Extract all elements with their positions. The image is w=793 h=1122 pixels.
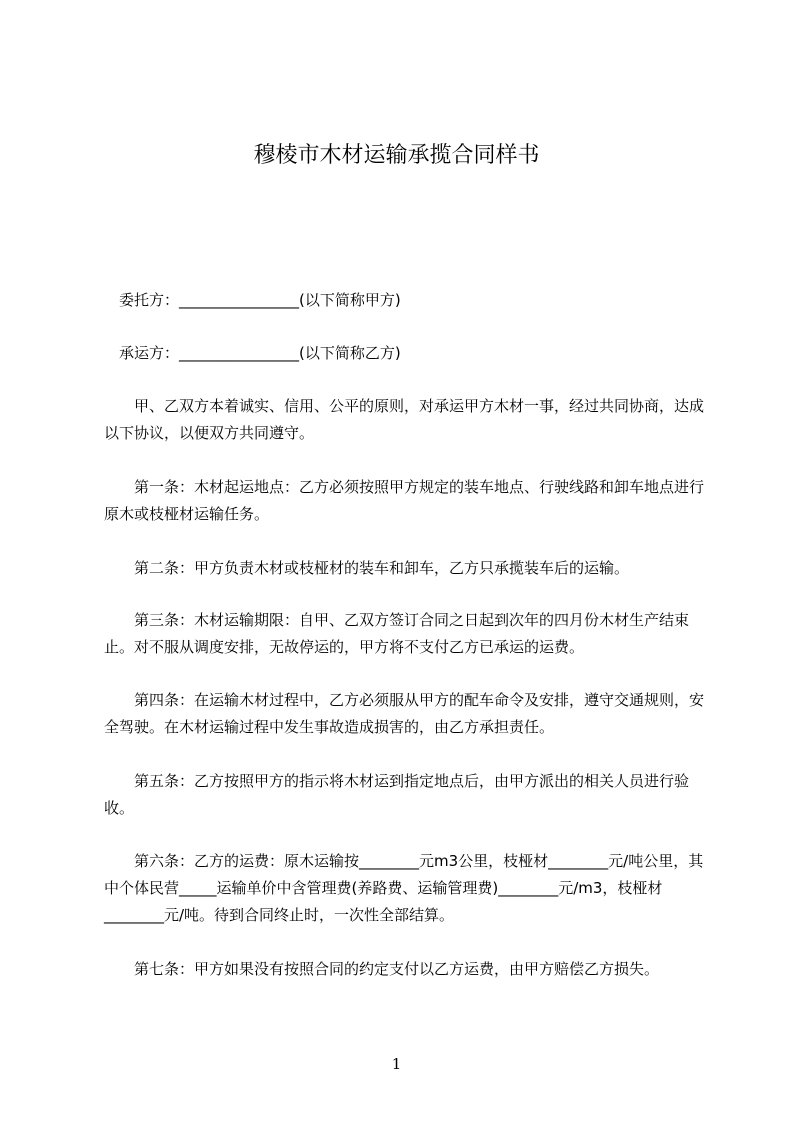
carrier-party-line [104,340,706,367]
article-7-paragraph: 第七条：甲方如果没有按照合同的约定支付以乙方运费，由甲方赔偿乙方损失。 [134,960,660,978]
preamble-paragraph: 甲、乙双方本着诚实、信用、公平的原则，对承运甲方木材一事，经过共同协商，达成以下协议，以便双方共同遵守。 [104,397,705,442]
article-3-paragraph: 第三条：木材运输期限：自甲、乙双方签订合同之日起到次年的四月份木材生产结束止。对不服从调度安排，无故停运的，甲方将不支付乙方已承运的运费。 [104,611,690,656]
article-4-paragraph: 第四条：在运输木材过程中，乙方必须服从甲方的配车命令及安排，遵守交通规则，安全驾驶。在木材运输过程中发生事故造成损害的，由乙方承担责任。 [104,691,705,736]
carrier-party-text: 承运方：________________(以下简称乙方) [119,344,401,362]
document-title: 穆棱市木材运输承揽合同样书 [253,143,540,168]
article-1-paragraph: 第一条：木材起运地点：乙方必须按照甲方规定的装车地点、行驶线路和卸车地点进行原木或枝桠材运输任务。 [104,478,705,523]
client-party-text: 委托方：________________(以下简称甲方) [119,291,401,309]
article-2-paragraph: 第二条：甲方负责木材或枝桠材的装车和卸车，乙方只承揽装车后的运输。 [134,559,630,577]
page-number: 1 [391,1055,402,1073]
client-party-line [104,287,706,314]
article-5-paragraph: 第五条：乙方按照甲方的指示将木材运到指定地点后，由甲方派出的相关人员进行验收。 [104,772,690,817]
article-6-paragraph: 第六条：乙方的运费：原木运输按________元m3公里，枝桠材________元/吨公里，其中个体民营_____运输单价中含管理费(养路费、运输管理费)________元/m3，枝桠材________元/吨。待到合同终止时，一次性全部结算。 [104,852,704,924]
